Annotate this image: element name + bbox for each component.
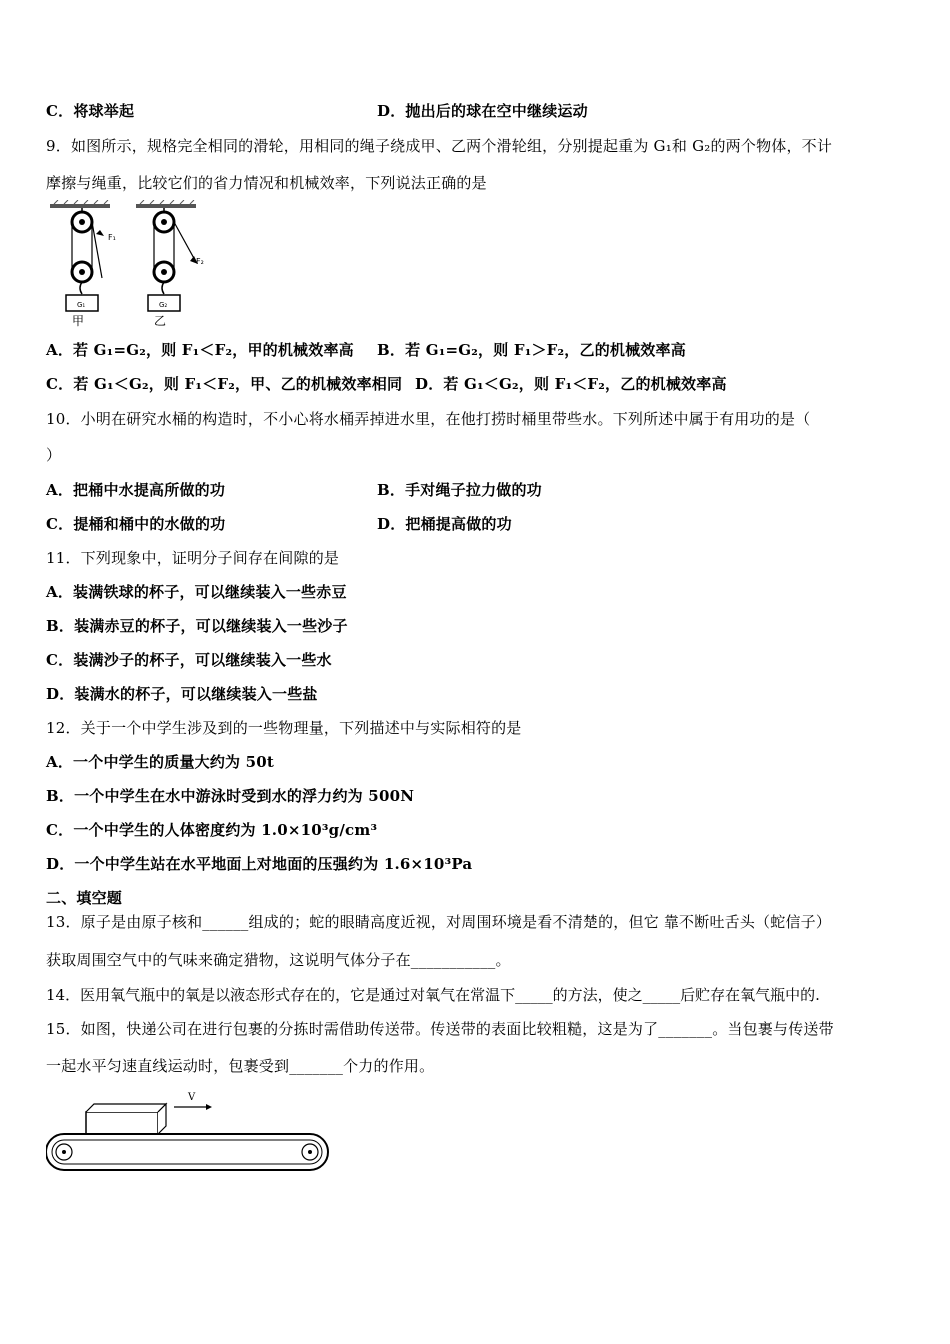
q10-option-c: C．提桶和桶中的水做的功 [46, 515, 226, 533]
q10-stem-line2: ） [46, 446, 62, 464]
section-title: 二、填空题 [46, 889, 123, 907]
q14-line1: 14．医用氧气瓶中的氧是以液态形式存在的，它是通过对氧气在常温下_____的方法，使之_____后贮存在氧气瓶中的. [46, 986, 820, 1004]
q8-option-c: C．将球举起 [46, 102, 135, 120]
f1-label: F₁ [108, 233, 116, 242]
q12-option-b: B．一个中学生在水中游泳时受到水的浮力约为 500N [46, 787, 415, 805]
q9-stem-line2: 摩擦与绳重，比较它们的省力情况和机械效率，下列说法正确的是 [46, 174, 487, 192]
q13-line1: 13．原子是由原子核和______组成的；蛇的眼睛高度近视，对周围环境是看不清楚的，但它 靠不断吐舌头（蛇信子） [46, 913, 832, 931]
q13-line2: 获取周围空气中的气味来确定猎物，这说明气体分子在___________。 [46, 951, 511, 969]
q12-option-c: C．一个中学生的人体密度约为 1.0×10³g/cm³ [46, 821, 378, 839]
q9-stem-line1: 9．如图所示，规格完全相同的滑轮，用相同的绳子绕成甲、乙两个滑轮组，分别提起重为 G₁和 G₂的两个物体，不计 [46, 137, 833, 155]
f2-label: F₂ [196, 257, 204, 266]
label-jia: 甲 [72, 314, 85, 328]
q11-option-d: D．装满水的杯子，可以继续装入一些盐 [46, 685, 318, 703]
q10-stem-line1: 10．小明在研究水桶的构造时，不小心将水桶弄掉进水里，在他打捞时桶里带些水。下列所述中属于有用功的是（ [46, 410, 811, 428]
q10-option-a: A．把桶中水提高所做的功 [46, 481, 226, 499]
pulley-figure [44, 200, 224, 330]
q15-line1: 15．如图，快递公司在进行包裹的分拣时需借助传送带。传送带的表面比较粗糙，这是为了_______。当包裹与传送带 [46, 1020, 834, 1038]
g2-label: G₂ [159, 301, 168, 309]
q15-line2: 一起水平匀速直线运动时，包裹受到_______个力的作用。 [46, 1057, 435, 1075]
velocity-label: V [188, 1092, 196, 1103]
package-box [86, 1112, 158, 1134]
label-yi: 乙 [154, 314, 167, 328]
q12-stem: 12．关于一个中学生涉及到的一些物理量，下列描述中与实际相符的是 [46, 719, 522, 737]
q11-option-a: A．装满铁球的杯子，可以继续装入一些赤豆 [46, 583, 347, 601]
q8-option-d: D．抛出后的球在空中继续运动 [377, 102, 588, 120]
q11-option-b: B．装满赤豆的杯子，可以继续装入一些沙子 [46, 617, 348, 635]
q9-option-c: C．若 G₁＜G₂，则 F₁＜F₂，甲、乙的机械效率相同 [46, 375, 403, 393]
conveyor-figure [46, 1088, 336, 1172]
q9-option-b: B．若 G₁=G₂，则 F₁＞F₂，乙的机械效率高 [377, 341, 686, 359]
ceiling-left [50, 204, 110, 208]
q10-option-b: B．手对绳子拉力做的功 [377, 481, 542, 499]
q11-stem: 11．下列现象中，证明分子间存在间隙的是 [46, 549, 340, 567]
conveyor-belt [46, 1134, 328, 1170]
q12-option-d: D．一个中学生站在水平地面上对地面的压强约为 1.6×10³Pa [46, 855, 473, 873]
q9-option-d: D．若 G₁＜G₂，则 F₁＜F₂，乙的机械效率高 [415, 375, 727, 393]
q11-option-c: C．装满沙子的杯子，可以继续装入一些水 [46, 651, 332, 669]
g1-label: G₁ [77, 301, 86, 309]
q9-option-a: A．若 G₁=G₂，则 F₁＜F₂，甲的机械效率高 [46, 341, 354, 359]
q10-option-d: D．把桶提高做的功 [377, 515, 512, 533]
ceiling-right [136, 204, 196, 208]
q12-option-a: A．一个中学生的质量大约为 50t [46, 753, 275, 771]
